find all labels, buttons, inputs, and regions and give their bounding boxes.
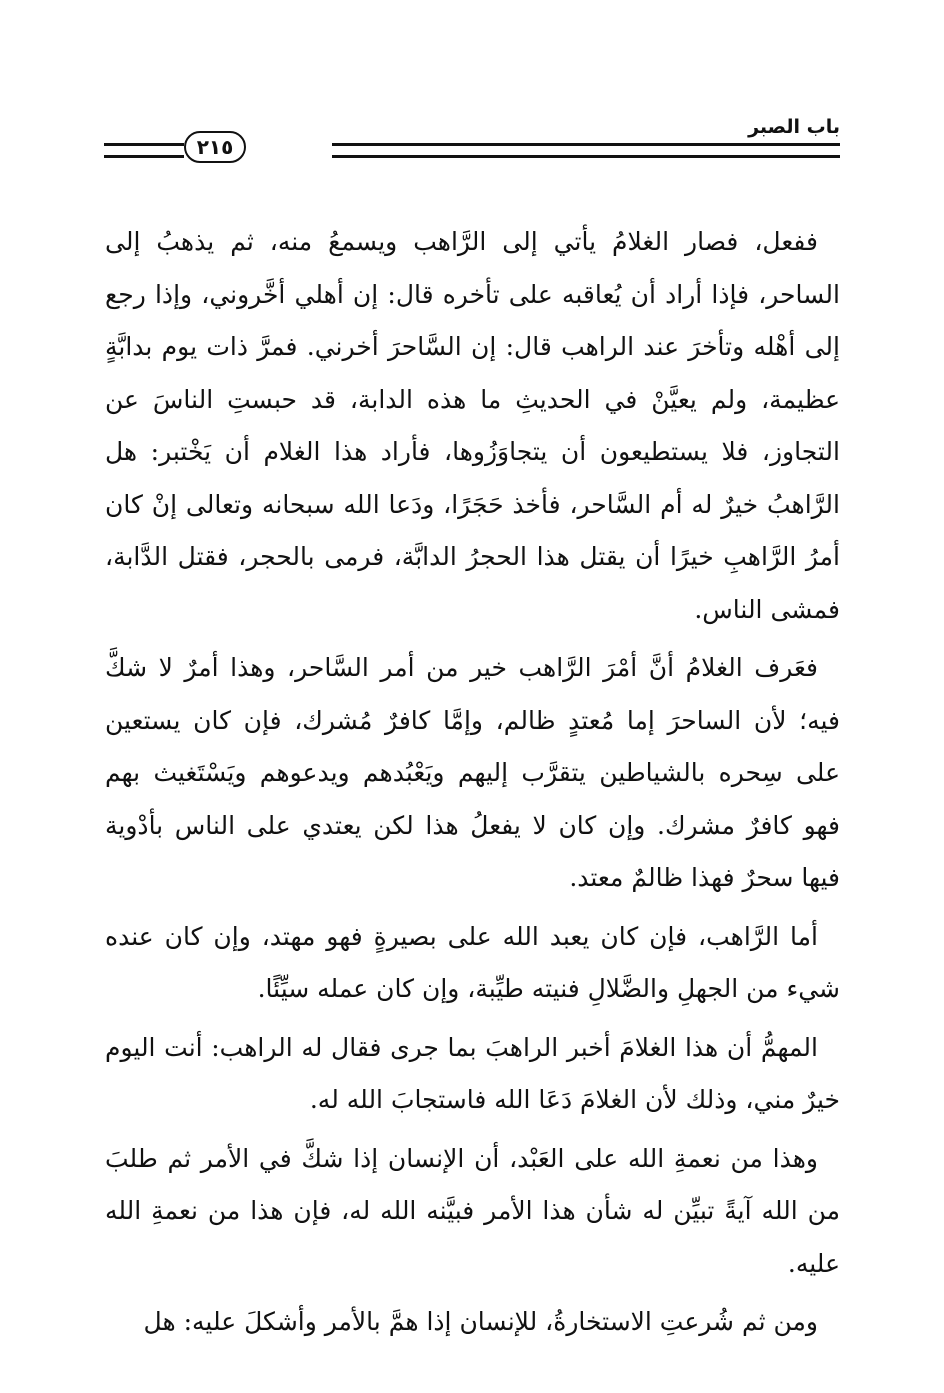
header-rule-right — [332, 143, 840, 158]
paragraph: المهمُّ أن هذا الغلامَ أخبر الراهبَ بما جرى فقال له الراهب: أنت اليوم خيرٌ مني، وذلك لأن الغلامَ دَعَا الله فاستجابَ الله له. — [105, 1032, 840, 1114]
paragraph: ومن ثم شُرعتِ الاستخارةُ، للإنسان إذا همَّ بالأمر وأشكلَ عليه: هل — [143, 1307, 818, 1336]
paragraph: فعَرف الغلامُ أنَّ أمْرَ الرَّاهب خير من أمر السَّاحر، وهذا أمرٌ لا شكَّ فيه؛ لأن الساحرَ إما مُعتدٍ ظالم، وإمَّا كافرٌ مُشرك، فإن كان يستعين على سِحره بالشياطين يتقرَّب إليهم ويَعْبُدهم ويدعوهم ويَسْتَغيث بهم فهو كافرٌ مشرك. وإن كان لا يفعلُ هذا لكن يعتدي على الناس بأدْوية فيها سحرٌ فهذا ظالمٌ معتد. — [105, 653, 840, 892]
paragraph: ففعل، فصار الغلامُ يأتي إلى الرَّاهب ويسمعُ منه، ثم يذهبُ إلى الساحر، فإذا أراد أن يُعاقبه على تأخره قال: إن أهلي أخَّروني، وإذا رجع إلى أهْله وتأخرَ عند الراهب قال: إن السَّاحرَ أخرني. فمرَّ ذات يوم بدابَّةٍ عظيمة، ولم يعيَّنْ في الحديثِ ما هذه الدابة، قد حبستِ الناسَ عن التجاوز، فلا يستطيعون أن يتجاوَزُوها، فأراد هذا الغلام أن يَخْتبر: هل الرَّاهبُ خيرٌ له أم السَّاحر، فأخذ حَجَرًا، ودَعا الله سبحانه وتعالى إنْ كان أمرُ الرَّاهبِ خيرًا أن يقتل هذا الحجرُ الدابَّة، فرمى بالحجر، فقتل الدَّابة، فمشى الناس. — [105, 227, 840, 624]
paragraph: وهذا من نعمةِ الله على العَبْد، أن الإنسان إذا شكَّ في الأمر ثم طلبَ من الله آيةً تبيِّن له شأن هذا الأمر فبيَّنه الله له، فإن هذا من نعمةِ الله عليه. — [105, 1143, 840, 1278]
running-head: باب الصبر — [748, 116, 840, 138]
paragraph: أما الرَّاهب، فإن كان يعبد الله على بصيرةٍ فهو مهتد، وإن كان عنده شيء من الجهلِ والضَّلالِ فنيته طيِّبة، وإن كان عمله سيِّئًا. — [105, 921, 840, 1003]
header-rule-left — [104, 143, 184, 158]
body-text — [105, 216, 840, 1355]
page-number: ٢١٥ — [184, 131, 246, 163]
